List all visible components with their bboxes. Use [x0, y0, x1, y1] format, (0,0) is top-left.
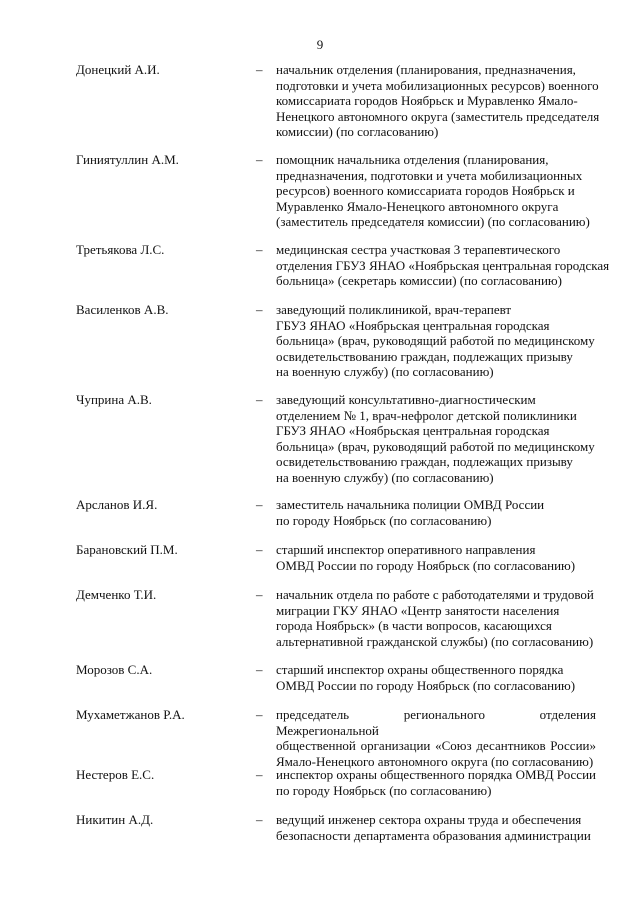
member-name: Морозов С.А.	[76, 662, 153, 677]
role-line: больница» (врач, руководящий работой по медицинскому	[276, 438, 595, 454]
member-role	[276, 497, 596, 528]
role-line: начальник отдела по работе с работодателями и трудовой	[276, 587, 594, 602]
role-line: комиссии) (по согласованию)	[276, 124, 439, 140]
member-role	[276, 767, 596, 798]
role-line: (заместитель председателя комиссии) (по согласованию)	[276, 214, 590, 230]
member-role	[276, 302, 596, 380]
role-line: заместитель начальника полиции ОМВД России	[276, 497, 545, 512]
member-role	[276, 812, 596, 843]
member-name: Третьякова Л.С.	[76, 242, 165, 257]
member-role	[276, 62, 600, 140]
role-line: больница» (секретарь комиссии) (по согласованию)	[276, 273, 562, 289]
member-name: Барановский П.М.	[76, 542, 178, 557]
role-line: на военную службу) (по согласованию)	[276, 469, 494, 485]
dash-separator: –	[256, 302, 263, 317]
role-line: старший инспектор оперативного направления	[276, 542, 536, 557]
dash-separator: –	[256, 767, 263, 782]
role-line: освидетельствованию граждан, подлежащих призыву	[276, 454, 573, 470]
dash-separator: –	[256, 707, 263, 722]
dash-separator: –	[256, 62, 263, 77]
member-name: Демченко Т.И.	[76, 587, 157, 602]
member-role	[276, 707, 596, 769]
member-name: Никитин А.Д.	[76, 812, 154, 827]
role-line: заведующий поликлиникой, врач-терапевт	[276, 302, 512, 317]
member-role	[276, 392, 596, 486]
role-line: миграции ГКУ ЯНАО «Центр занятости населения	[276, 602, 560, 618]
role-line: города Ноябрьск» (в части вопросов, касающихся	[276, 618, 552, 634]
role-line: безопасности департамента образования администрации	[276, 827, 591, 843]
role-line: ведущий инженер сектора охраны труда и обеспечения	[276, 812, 582, 827]
role-line: помощник начальника отделения (планирования,	[276, 152, 549, 167]
role-line: инспектор охраны общественного порядка ОМВД России	[276, 767, 596, 782]
role-line: медицинская сестра участковая 3 терапевтического	[276, 242, 561, 257]
dash-separator: –	[256, 542, 263, 557]
role-line: общественной организации «Союз десантников России»	[276, 738, 596, 754]
role-line: освидетельствованию граждан, подлежащих призыву	[276, 348, 573, 364]
member-name: Мухаметжанов Р.А.	[76, 707, 185, 722]
role-line: начальник отделения (планирования, предназначения,	[276, 62, 576, 77]
role-line: старший инспектор охраны общественного порядка	[276, 662, 564, 677]
dash-separator: –	[256, 392, 263, 407]
dash-separator: –	[256, 242, 263, 257]
member-name: Арсланов И.Я.	[76, 497, 158, 512]
member-role	[276, 242, 610, 289]
dash-separator: –	[256, 497, 263, 512]
role-line: ОМВД России по городу Ноябрьск (по согласованию)	[276, 677, 576, 693]
role-line: председатель регионального отделения Межрегиональной	[276, 707, 596, 738]
role-line: больница» (врач, руководящий работой по медицинскому	[276, 333, 595, 349]
role-line: подготовки и учета мобилизационных ресурсов) военного	[276, 77, 599, 93]
role-line: заведующий консультативно-диагностическим	[276, 392, 536, 407]
member-role	[276, 587, 596, 649]
role-line: Ямало-Ненецкого автономного округа (по согласованию)	[276, 753, 594, 769]
role-line: на военную службу) (по согласованию)	[276, 364, 494, 380]
member-name: Василенков А.В.	[76, 302, 169, 317]
member-role	[276, 662, 596, 693]
role-line: по городу Ноябрьск (по согласованию)	[276, 512, 492, 528]
member-role	[276, 542, 596, 573]
member-name: Чуприна А.В.	[76, 392, 152, 407]
role-line: альтернативной гражданской службы) (по согласованию)	[276, 633, 594, 649]
role-line: отделения ГБУЗ ЯНАО «Ноябрьская центральная городская	[276, 257, 610, 273]
role-line: ОМВД России по городу Ноябрьск (по согласованию)	[276, 557, 576, 573]
dash-separator: –	[256, 152, 263, 167]
member-name: Донецкий А.И.	[76, 62, 160, 77]
role-line: ГБУЗ ЯНАО «Ноябрьская центральная городская	[276, 317, 550, 333]
role-line: Ненецкого автономного округа (заместитель председателя	[276, 108, 600, 124]
role-line: комиссариата городов Ноябрьск и Муравленко Ямало-	[276, 93, 578, 109]
page-number: 9	[316, 37, 324, 52]
member-role	[276, 152, 596, 230]
role-line: ГБУЗ ЯНАО «Ноябрьская центральная городская	[276, 423, 550, 439]
dash-separator: –	[256, 662, 263, 677]
role-line: по городу Ноябрьск (по согласованию)	[276, 782, 492, 798]
dash-separator: –	[256, 587, 263, 602]
member-name: Гиниятуллин А.М.	[76, 152, 179, 167]
member-name: Нестеров Е.С.	[76, 767, 155, 782]
dash-separator: –	[256, 812, 263, 827]
role-line: предназначения, подготовки и учета мобилизационных	[276, 167, 583, 183]
role-line: ресурсов) военного комиссариата городов Ноябрьск и	[276, 183, 575, 199]
role-line: отделением № 1, врач-нефролог детской поликлиники	[276, 407, 577, 423]
role-line: Муравленко Ямало-Ненецкого автономного округа	[276, 198, 559, 214]
